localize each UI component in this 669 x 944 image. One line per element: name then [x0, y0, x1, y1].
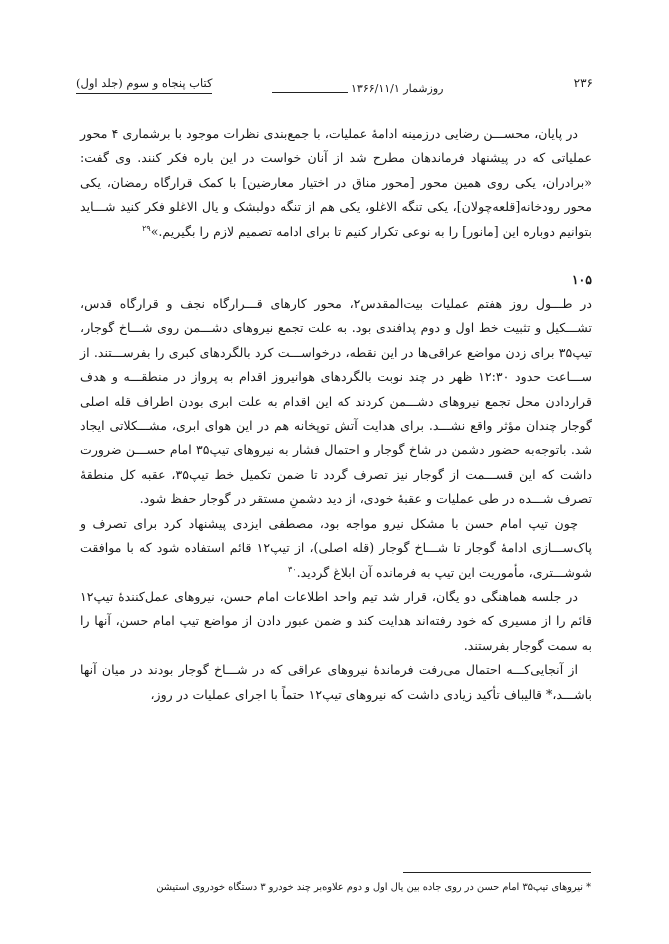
paragraph-30: چون تیپ امام حسن با مشکل نیرو مواجه بود، مصطفی ایزدی پیشنهاد کرد برای تصرف و پاک‌ســـازی ادامهٔ گوجار تا شـــاخ گوجار (قله اصلی)، از تیپ۱۲ قائم استفاده شود که با موافقت شوشـــتری، مأموریت این تیپ به فرمانده آن ابلاغ گردید.$^{۳۰}$ — [80, 515, 592, 580]
page-number: ۲۳۶ — [573, 76, 593, 90]
running-header — [76, 76, 593, 98]
intro-paragraph: در پایان، محســـن رضایی درزمینه ادامهٔ عملیات، با جمع‌بندی نظرات موجود با برشماری ۴ محور عملیاتی که در پیشنهاد فرماندهان مطرح شد از آنان خواست در این باره فکر کنند. وی گفت: «برادران، یکی روی همین محور [محور مناق در اختیار معارضین] با کمک قرارگاه رمضان، یکی محور رودخانه[قلعه‌چولان]، یکی تنگه الاغلو، یکی هم از تنگه دولبشک و یال الاغلو فکر کنید شـــاید بتوانیم دوباره این [مانور] را به نوعی تکرار کنیم تا برای ادامه تصمیم لازم را بگیریم.»$^{۲۹}$ — [80, 126, 593, 239]
footnote-rule — [403, 872, 591, 873]
section-paragraph: در طـــول روز هفتم عملیات بیت‌المقدس۲، محور کارهای قـــرارگاه نجف و قرارگاه قدس، تشـــکیل و تثبیت خط اول و دوم پدافندی بود. به علت تجمع نیروهای دشـــمن روی شـــاخ گوجار، تیپ۳۵ برای زدن مواضع عراقی‌ها در این نقطه، درخواســـت کرد بالگردهای کبری را بفرســـتند. از ســـاعت حدود ۱۲:۳۰ ظهر در چند نوبت بالگردهای هوانیروز اقدام به پرواز در منطقـــه و هدف قراردادن محل تجمع نیروهای دشـــمن کردند که این اقدام به علت ابری بودن اطراف قله اصلی گوجار چندان مؤثر واقع نشـــد. برای هدایت آتش توپخانه هم در این هوای ابری، مشـــکلاتی ایجاد شد. باتوجه‌به حضور دشمن در شاخ گوجار و احتمال فشار به نیروهای تیپ۳۵ امام حســـن ضرورت داشت که این قســـمت از گوجار نیز تصرف گردد تا ضمن تکمیل خط تیپ۳۵، عقبه کل منطقهٔ تصرف شـــده در طی عملیات و عقبهٔ خودی، از دید دشمنِ مستقر در گوجار حفظ شود. — [80, 296, 593, 507]
section-number: ۱۰۵ — [571, 272, 592, 288]
journal-date: روزشمار ۱۳۶۶/۱۱/۱ — [351, 82, 444, 95]
page-body — [80, 122, 592, 707]
header-rule — [272, 92, 348, 93]
footnote: * نیروهای تیپ۳۵ امام حسن در روی جاده بین یال اول و دوم علاوه‌بر چند خودرو ۳ دستگاه خودروی استیشن — [156, 882, 591, 893]
paragraph-meeting: در جلسه هماهنگی دو یگان، قرار شد تیم واحد اطلاعات امام حسن، نیروهای عمل‌کنندهٔ تیپ۱۲ قائم را از مسیری که خود رفته‌اند هدایت کند و ضمن عبور دادن از مواضع تیپ امام حسن، آنها را به سمت گوجار بفرستند. — [80, 588, 592, 653]
footnote-ref-29: ۲۹ — [142, 223, 151, 233]
footnote-ref-30: ۳۰ — [288, 564, 297, 574]
book-title: کتاب پنجاه و سوم (جلد اول) — [76, 76, 212, 94]
paragraph-last: از آنجایی‌کـــه احتمال می‌رفت فرماندهٔ نیروهای عراقی که در شـــاخ گوجار بودند در میان آنها باشـــد،* قالیباف تأکید زیادی داشت که نیروهای تیپ۱۲ حتماً با اجرای عملیات در روز، — [80, 662, 592, 702]
